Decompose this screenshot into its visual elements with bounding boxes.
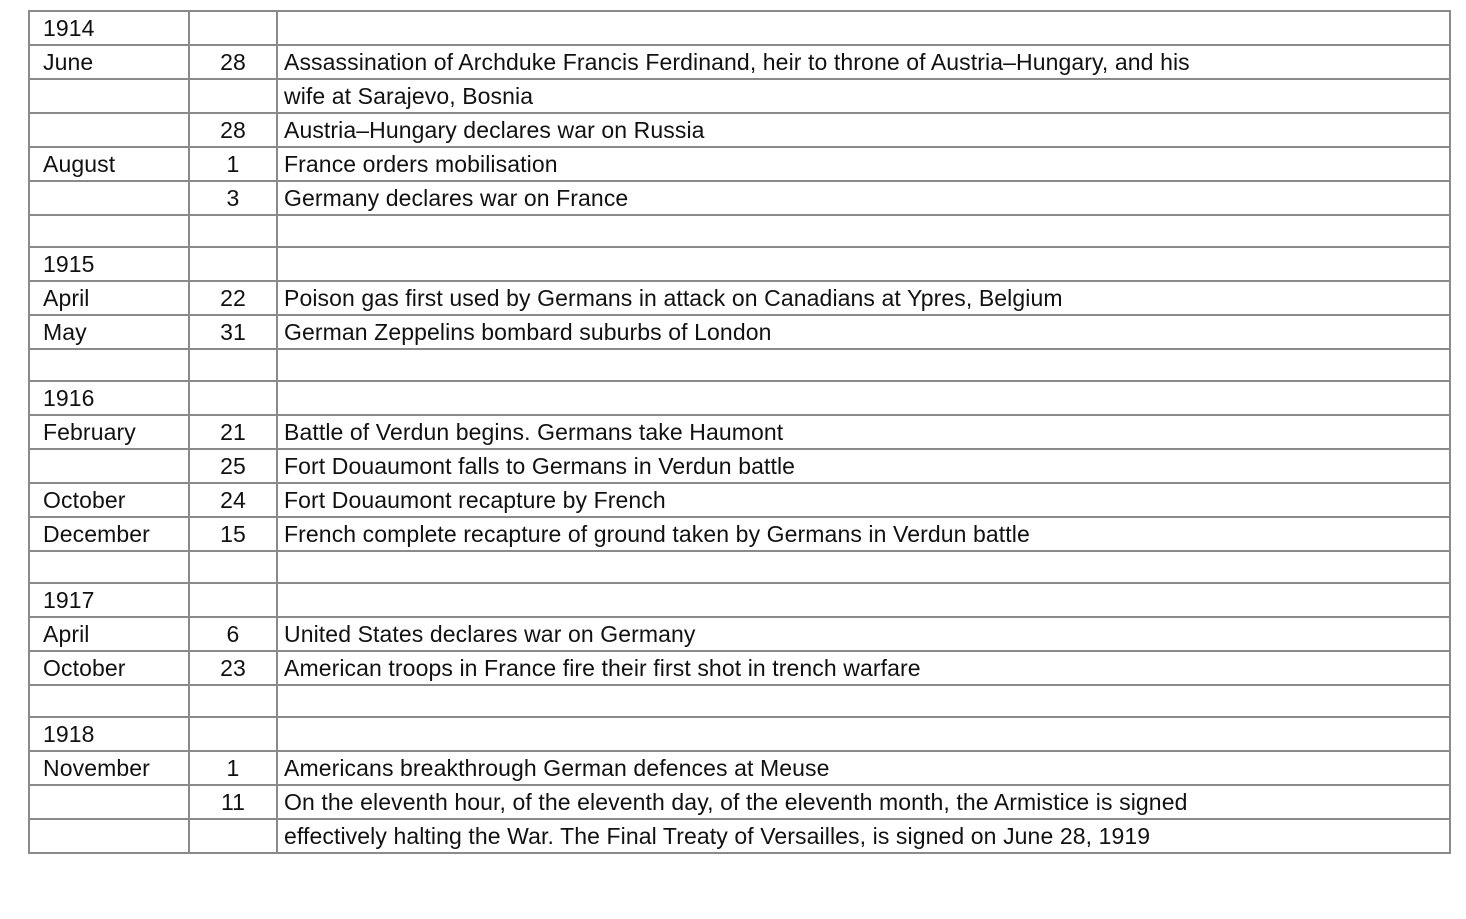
table-row [29, 651, 1450, 685]
event-cell [277, 247, 1450, 281]
month-cell: December [29, 517, 189, 551]
month-cell: October [29, 483, 189, 517]
day-cell [189, 215, 277, 247]
table-row [29, 113, 1450, 147]
month-cell [29, 449, 189, 483]
month-cell [29, 685, 189, 717]
table-row [29, 11, 1450, 45]
month-cell [29, 79, 189, 113]
month-cell: April [29, 617, 189, 651]
month-cell: 1914 [29, 11, 189, 45]
event-cell: German Zeppelins bombard suburbs of London [277, 315, 1450, 349]
month-cell [29, 181, 189, 215]
timeline-table [28, 10, 1451, 854]
table-row [29, 751, 1450, 785]
month-cell: 1917 [29, 583, 189, 617]
day-cell: 25 [189, 449, 277, 483]
table-row [29, 819, 1450, 853]
day-cell: 1 [189, 147, 277, 181]
day-cell: 28 [189, 113, 277, 147]
table-row [29, 785, 1450, 819]
day-cell: 11 [189, 785, 277, 819]
event-cell: effectively halting the War. The Final Treaty of Versailles, is signed on June 28, 1919 [277, 819, 1450, 853]
month-cell: October [29, 651, 189, 685]
event-cell: American troops in France fire their first shot in trench warfare [277, 651, 1450, 685]
event-cell: wife at Sarajevo, Bosnia [277, 79, 1450, 113]
day-cell: 6 [189, 617, 277, 651]
day-cell [189, 685, 277, 717]
event-cell: Battle of Verdun begins. Germans take Haumont [277, 415, 1450, 449]
month-cell: August [29, 147, 189, 181]
month-cell: 1915 [29, 247, 189, 281]
table-row [29, 483, 1450, 517]
month-cell [29, 551, 189, 583]
event-cell [277, 11, 1450, 45]
day-cell [189, 717, 277, 751]
day-cell: 24 [189, 483, 277, 517]
event-cell: Poison gas first used by Germans in attack on Canadians at Ypres, Belgium [277, 281, 1450, 315]
table-row [29, 415, 1450, 449]
event-cell [277, 717, 1450, 751]
month-cell: 1918 [29, 717, 189, 751]
table-row [29, 551, 1450, 583]
month-cell [29, 215, 189, 247]
day-cell [189, 381, 277, 415]
table-row [29, 583, 1450, 617]
month-cell: 1916 [29, 381, 189, 415]
event-cell [277, 685, 1450, 717]
event-cell [277, 583, 1450, 617]
table-row [29, 181, 1450, 215]
day-cell [189, 819, 277, 853]
event-cell: French complete recapture of ground taken by Germans in Verdun battle [277, 517, 1450, 551]
month-cell: June [29, 45, 189, 79]
table-row [29, 247, 1450, 281]
event-cell: Fort Douaumont recapture by French [277, 483, 1450, 517]
table-row [29, 685, 1450, 717]
month-cell: February [29, 415, 189, 449]
table-row [29, 449, 1450, 483]
day-cell [189, 11, 277, 45]
table-row [29, 281, 1450, 315]
month-cell [29, 819, 189, 853]
event-cell: On the eleventh hour, of the eleventh day, of the eleventh month, the Armistice is signed [277, 785, 1450, 819]
day-cell: 1 [189, 751, 277, 785]
month-cell: May [29, 315, 189, 349]
table-row [29, 717, 1450, 751]
table-row [29, 79, 1450, 113]
event-cell [277, 215, 1450, 247]
day-cell: 15 [189, 517, 277, 551]
event-cell: Germany declares war on France [277, 181, 1450, 215]
day-cell [189, 349, 277, 381]
day-cell: 31 [189, 315, 277, 349]
table-row [29, 517, 1450, 551]
day-cell [189, 79, 277, 113]
event-cell: Assassination of Archduke Francis Ferdinand, heir to throne of Austria–Hungary, and his [277, 45, 1450, 79]
event-cell: Americans breakthrough German defences at Meuse [277, 751, 1450, 785]
day-cell: 22 [189, 281, 277, 315]
event-cell [277, 551, 1450, 583]
event-cell: United States declares war on Germany [277, 617, 1450, 651]
event-cell: Austria–Hungary declares war on Russia [277, 113, 1450, 147]
month-cell [29, 113, 189, 147]
day-cell [189, 583, 277, 617]
day-cell: 21 [189, 415, 277, 449]
event-cell: France orders mobilisation [277, 147, 1450, 181]
month-cell [29, 349, 189, 381]
day-cell [189, 247, 277, 281]
timeline-body [29, 11, 1450, 853]
event-cell [277, 381, 1450, 415]
event-cell [277, 349, 1450, 381]
table-row [29, 147, 1450, 181]
table-row [29, 215, 1450, 247]
day-cell [189, 551, 277, 583]
day-cell: 3 [189, 181, 277, 215]
day-cell: 28 [189, 45, 277, 79]
month-cell: April [29, 281, 189, 315]
table-row [29, 45, 1450, 79]
month-cell [29, 785, 189, 819]
day-cell: 23 [189, 651, 277, 685]
table-row [29, 381, 1450, 415]
month-cell: November [29, 751, 189, 785]
event-cell: Fort Douaumont falls to Germans in Verdun battle [277, 449, 1450, 483]
table-row [29, 349, 1450, 381]
table-row [29, 315, 1450, 349]
table-row [29, 617, 1450, 651]
